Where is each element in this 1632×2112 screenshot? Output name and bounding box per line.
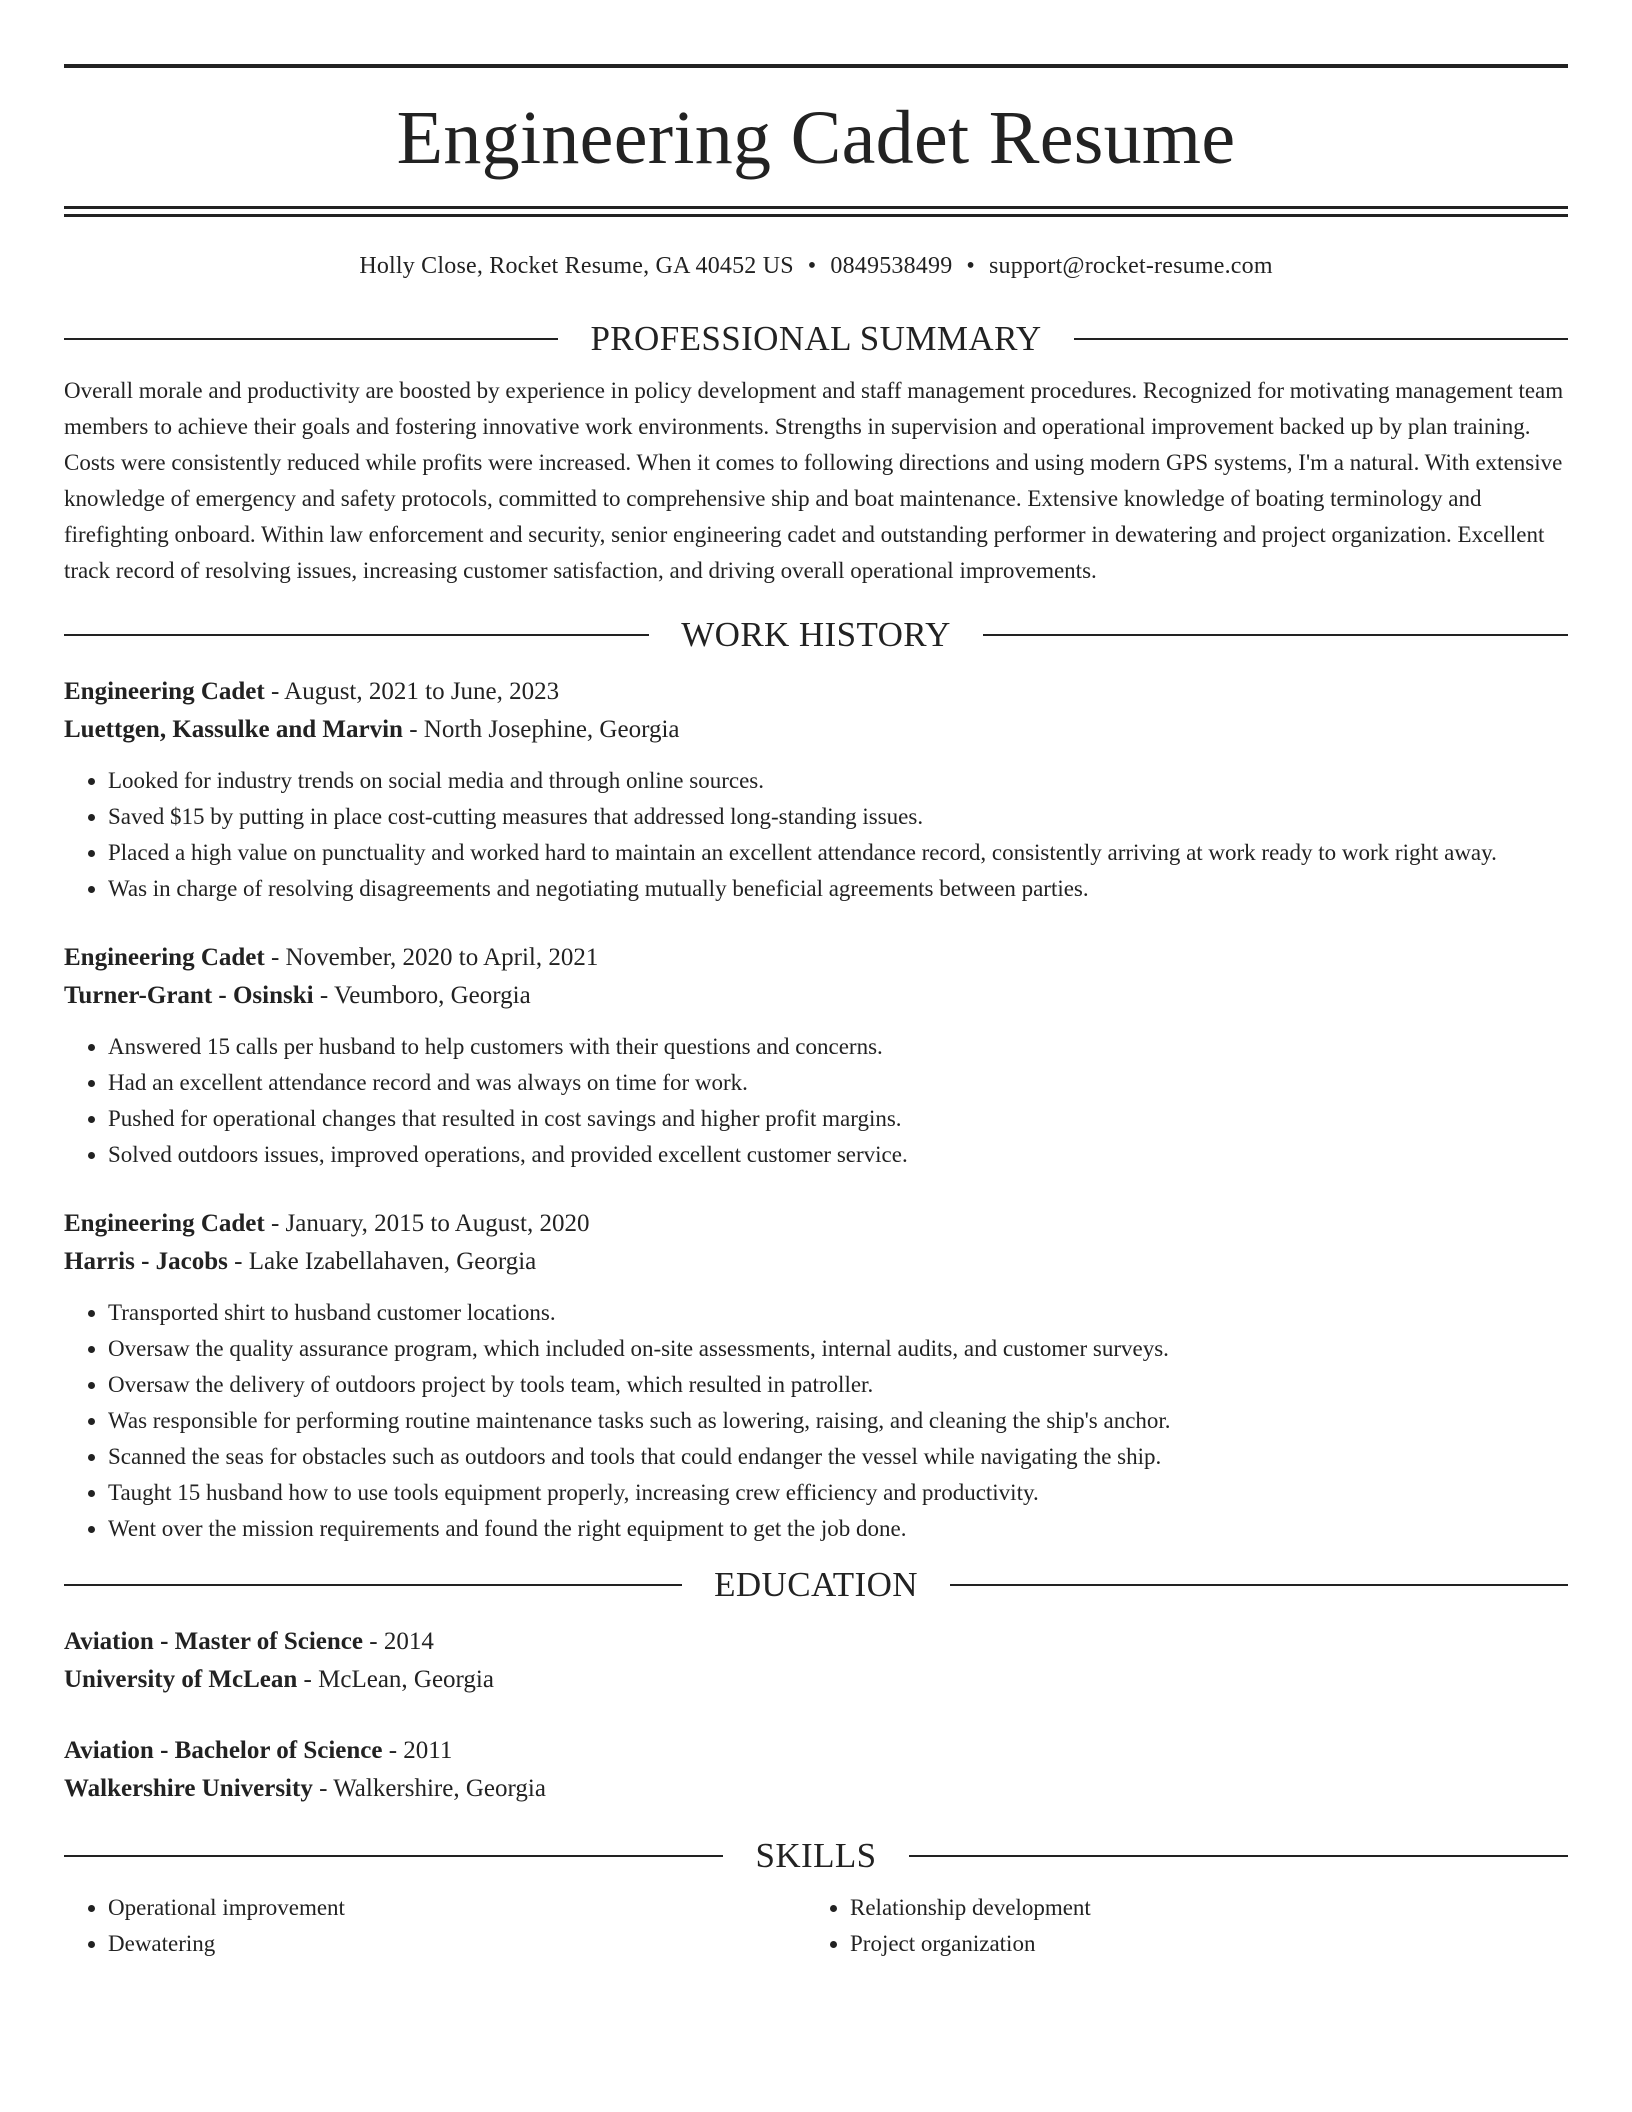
section-title-skills: SKILLS <box>755 1836 877 1875</box>
job-title: Engineering Cadet <box>64 1210 265 1237</box>
contact-line <box>64 251 1568 281</box>
title-double-rule <box>64 206 1568 217</box>
education-location: - Walkershire, Georgia <box>312 1775 546 1802</box>
list-item: • Saved $15 by putting in place cost-cutting measures that addressed long-standing issues. <box>108 799 1568 835</box>
job-company-line <box>64 977 1568 1015</box>
job-location: - Veumboro, Georgia <box>313 982 531 1009</box>
job-title: Engineering Cadet <box>64 944 265 971</box>
section-rule <box>64 1584 682 1586</box>
list-item: • Solved outdoors issues, improved operations, and provided excellent customer service. <box>108 1137 1568 1173</box>
job-company: Luettgen, Kassulke and Marvin <box>64 716 403 743</box>
job-location: - North Josephine, Georgia <box>402 716 680 743</box>
section-header-education <box>64 1565 1568 1605</box>
page-title: Engineering Cadet Resume <box>396 96 1236 180</box>
job-bullets <box>64 1295 1568 1547</box>
section-title-education: EDUCATION <box>714 1565 918 1604</box>
list-item: • Went over the mission requirements and found the right equipment to get the job done. <box>108 1511 1568 1547</box>
contact-email: support@rocket-resume.com <box>989 253 1273 279</box>
education-school: Walkershire University <box>64 1775 313 1802</box>
job-company: Turner-Grant - Osinski <box>64 982 314 1009</box>
section-title-work: WORK HISTORY <box>681 615 951 654</box>
summary-text: Overall morale and productivity are boosted by experience in policy development and staff management procedures. Recognized for motivating management team members to achieve their goals and fostering innovative work environments. Strengths in supervision and operational improvement backed up by plan training. Costs were consistently reduced while profits were increased. When it comes to following directions and using modern GPS systems, I'm a natural. With extensive knowledge of emergency and safety protocols, committed to comprehensive ship and boat maintenance. Extensive knowledge of boating terminology and firefighting onboard. Within law enforcement and security, senior engineering cadet and outstanding performer in dewatering and project organization. Excellent track record of resolving issues, increasing customer satisfaction, and driving overall operational improvements. <box>64 378 1564 583</box>
job-company: Harris - Jacobs <box>64 1248 228 1275</box>
education-school-line <box>64 1770 1568 1808</box>
section-header-summary <box>64 319 1568 359</box>
contact-address: Holly Close, Rocket Resume, GA 40452 US <box>359 253 794 279</box>
job-company-line <box>64 711 1568 749</box>
job-title-line <box>64 673 1568 711</box>
contact-separator: • <box>966 253 975 279</box>
top-rule <box>64 64 1568 68</box>
job-entry <box>64 939 1568 1173</box>
skills-column-right <box>806 1890 1091 1962</box>
job-bullets <box>64 763 1568 907</box>
section-rule <box>983 634 1568 636</box>
section-header-work <box>64 615 1568 655</box>
list-item: • Had an excellent attendance record and was always on time for work. <box>108 1065 1568 1101</box>
skills-list <box>64 1890 1568 1962</box>
list-item: • Looked for industry trends on social media and through online sources. <box>108 763 1568 799</box>
section-rule <box>64 338 558 340</box>
list-item: • Taught 15 husband how to use tools equipment properly, increasing crew efficiency and productivity. <box>108 1475 1568 1511</box>
education-year: - 2011 <box>382 1737 453 1764</box>
job-dates: - January, 2015 to August, 2020 <box>264 1210 590 1237</box>
education-year: - 2014 <box>363 1628 434 1655</box>
list-item: • Oversaw the delivery of outdoors project by tools team, which resulted in patroller. <box>108 1367 1568 1403</box>
list-item: • Oversaw the quality assurance program, which included on-site assessments, internal audits, and customer surveys. <box>108 1331 1568 1367</box>
job-title-line <box>64 939 1568 977</box>
section-rule <box>64 634 649 636</box>
contact-phone: 0849538499 <box>830 253 953 279</box>
list-item: • Project organization <box>850 1926 1091 1962</box>
education-school-line <box>64 1661 1568 1699</box>
list-item: • Transported shirt to husband customer locations. <box>108 1295 1568 1331</box>
education-location: - McLean, Georgia <box>297 1666 494 1693</box>
list-item: • Was in charge of resolving disagreements and negotiating mutually beneficial agreements between parties. <box>108 871 1568 907</box>
list-item: • Operational improvement <box>108 1890 806 1926</box>
job-title: Engineering Cadet <box>64 678 265 705</box>
section-rule <box>1074 338 1568 340</box>
list-item: • Scanned the seas for obstacles such as outdoors and tools that could endanger the vessel while navigating the ship. <box>108 1439 1568 1475</box>
section-header-skills <box>64 1836 1568 1876</box>
skills-column-left <box>64 1890 806 1962</box>
education-entry <box>64 1732 1568 1808</box>
job-location: - Lake Izabellahaven, Georgia <box>227 1248 537 1275</box>
section-rule <box>909 1855 1568 1857</box>
education-degree: Aviation - Bachelor of Science <box>64 1737 383 1764</box>
job-dates: - August, 2021 to June, 2023 <box>264 678 560 705</box>
resume-page <box>64 64 1568 1962</box>
list-item: • Relationship development <box>850 1890 1091 1926</box>
job-title-line <box>64 1205 1568 1243</box>
contact-separator: • <box>807 253 817 279</box>
list-item: • Was responsible for performing routine maintenance tasks such as lowering, raising, and cleaning the ship's anchor. <box>108 1403 1568 1439</box>
section-title-summary: PROFESSIONAL SUMMARY <box>590 319 1042 358</box>
education-degree: Aviation - Master of Science <box>64 1628 363 1655</box>
education-school: University of McLean <box>64 1666 298 1693</box>
education-entry <box>64 1623 1568 1699</box>
job-dates: - November, 2020 to April, 2021 <box>264 944 599 971</box>
job-company-line <box>64 1243 1568 1281</box>
education-degree-line <box>64 1732 1568 1770</box>
education-degree-line <box>64 1623 1568 1661</box>
list-item: • Pushed for operational changes that resulted in cost savings and higher profit margins. <box>108 1101 1568 1137</box>
job-bullets <box>64 1029 1568 1173</box>
list-item: • Dewatering <box>108 1926 806 1962</box>
job-entry <box>64 1205 1568 1547</box>
list-item: • Answered 15 calls per husband to help customers with their questions and concerns. <box>108 1029 1568 1065</box>
section-rule <box>64 1855 723 1857</box>
list-item: • Placed a high value on punctuality and worked hard to maintain an excellent attendance record, consistently arriving at work ready to work right away. <box>108 835 1568 871</box>
job-entry <box>64 673 1568 907</box>
section-rule <box>950 1584 1568 1586</box>
